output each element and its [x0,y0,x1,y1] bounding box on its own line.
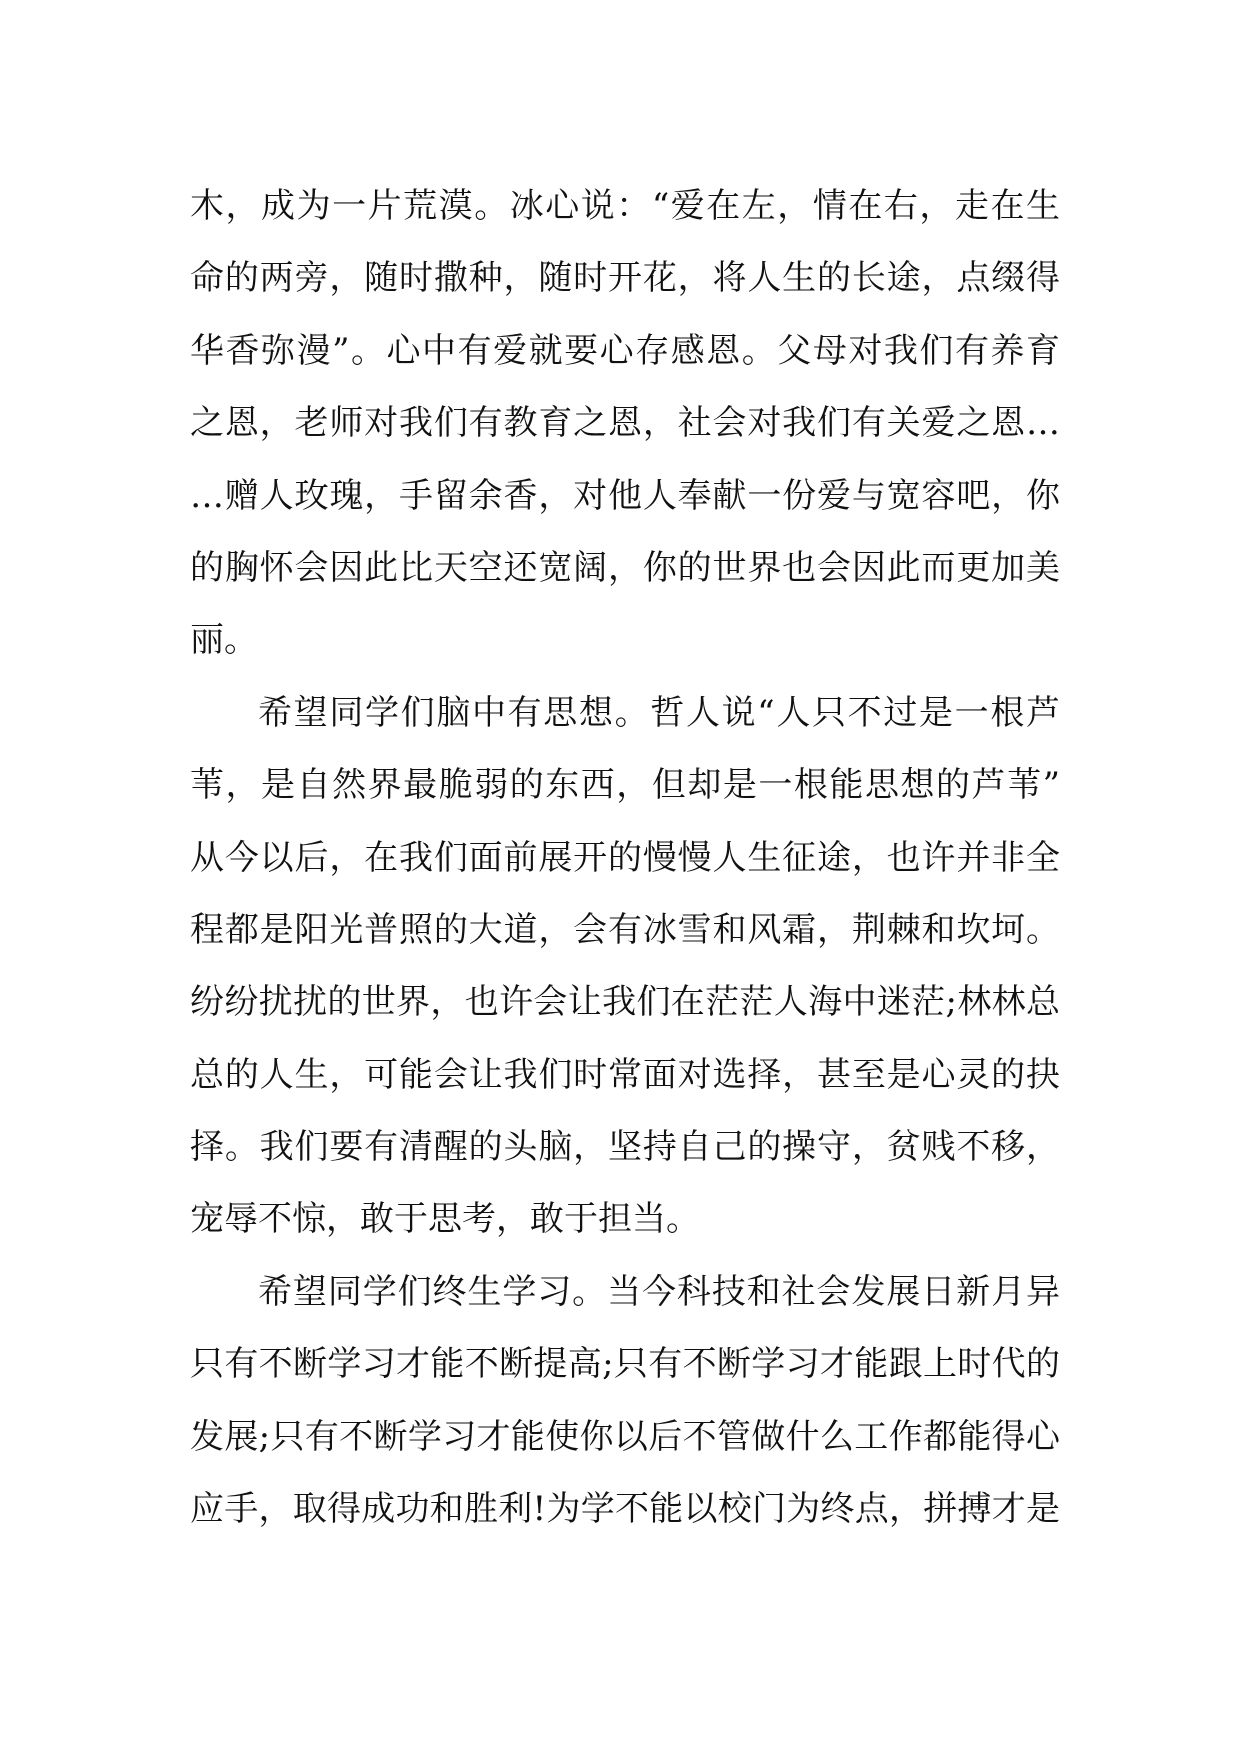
text-line: 之恩，老师对我们有教育之恩，社会对我们有关爱之恩… [190,403,1060,444]
text-line: 总的人生，可能会让我们时常面对选择，甚至是心灵的抉 [190,1054,1060,1095]
text-line: 苇，是自然界最脆弱的东西，但却是一根能思想的芦苇” [190,765,1060,806]
text-line: 纷纷扰扰的世界，也许会让我们在茫茫人海中迷茫;林林总 [190,982,1060,1023]
text-line: …赠人玫瑰，手留余香，对他人奉献一份爱与宽容吧，你 [190,475,1060,516]
text-line: 丽。 [190,620,258,661]
text-line: 的胸怀会因此比天空还宽阔，你的世界也会因此而更加美 [190,547,1060,588]
text-line: 应手，取得成功和胜利!为学不能以校门为终点，拼搏才是 [190,1489,1060,1530]
text-line: 命的两旁，随时撒种，随时开花，将人生的长途，点缀得 [190,258,1060,299]
text-line: 从今以后，在我们面前展开的慢慢人生征途，也许并非全 [190,837,1060,878]
text-line: 发展;只有不断学习才能使你以后不管做什么工作都能得心 [190,1416,1060,1457]
paragraph-start-line: 希望同学们终生学习。当今科技和社会发展日新月异 [258,1271,1060,1312]
text-line: 华香弥漫”。心中有爱就要心存感恩。父母对我们有养育 [190,330,1060,371]
text-line: 木，成为一片荒漠。冰心说：“爱在左，情在右，走在生 [190,186,1060,226]
paragraph-start-line: 希望同学们脑中有思想。哲人说“人只不过是一根芦 [258,692,1060,733]
body-text [190,170,1060,1545]
text-line: 宠辱不惊，敢于思考，敢于担当。 [190,1199,700,1240]
text-line: 程都是阳光普照的大道，会有冰雪和风霜，荆棘和坎坷。 [190,909,1060,950]
text-line: 择。我们要有清醒的头脑，坚持自己的操守，贫贱不移， [190,1127,1060,1168]
text-line: 只有不断学习才能不断提高;只有不断学习才能跟上时代的 [190,1344,1060,1385]
